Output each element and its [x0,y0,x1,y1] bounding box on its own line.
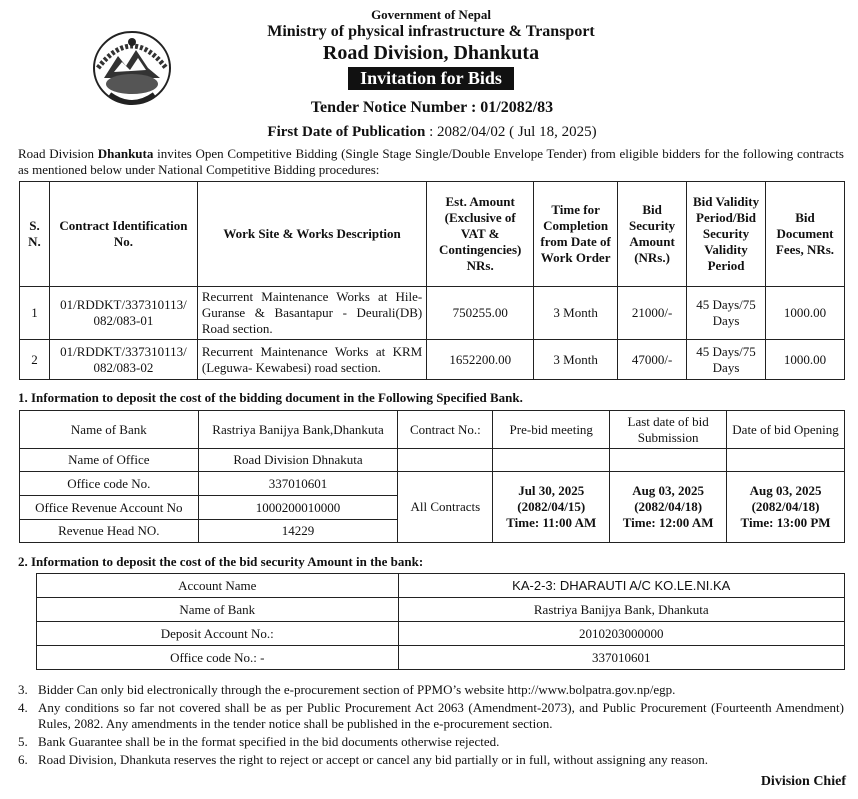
prebid-meeting-cell [493,472,610,543]
empty-cell [610,449,727,472]
label-bank-name: Name of Bank [37,598,399,622]
cell-description: Recurrent Maintenance Works at KRM (Leguwa- Kewabesi) road section. [197,340,426,380]
prebid-date: Jul 30, 2025 [518,483,585,498]
notice-header [0,8,858,141]
government-title: Government of Nepal [371,7,491,22]
security-row [37,598,845,622]
header-completion-time: Time for Completion from Date of Work Order [534,182,618,287]
value-account-name: KA-2-3: DHARAUTI A/C KO.LE.NI.KA [398,574,844,598]
publication-date [6,123,858,141]
publication-date-value: : 2082/04/02 ( Jul 18, 2025) [429,124,597,140]
note-text: Bidder Can only bid electronically through the e-procurement section of PPMO’s website http://www.bolpatra.gov.np/egp. [38,682,676,697]
value-bank-name: Rastriya Banijya Bank, Dhankuta [398,598,844,622]
opening-date: Aug 03, 2025 [749,483,822,498]
cell-bid-security: 47000/- [618,340,687,380]
header-contract-id: Contract Identification No. [49,182,197,287]
cell-document-fees: 1000.00 [766,340,845,380]
label-office-code: Office code No.: - [37,646,399,670]
value-office-code: 337010601 [398,646,844,670]
intro-paragraph [18,146,844,178]
opening-time: Time: 13:00 PM [740,515,831,530]
list-item [18,700,844,732]
label-prebid-meeting: Pre-bid meeting [493,411,610,449]
cell-completion-time: 3 Month [534,340,618,380]
tender-number [6,99,858,117]
intro-text-end: invites Open Competitive Bidding (Single Stage Single/Double Envelope Tender) from eligible bidders for the following contracts as mentioned below under National Competitive Bidding procedures: [18,146,844,177]
notes-list [18,682,844,770]
cell-document-fees: 1000.00 [766,287,845,340]
value-revenue-head: 14229 [198,520,398,543]
value-revenue-account: 1000200010000 [198,496,398,520]
security-row [37,646,845,670]
empty-cell [727,449,845,472]
list-item [18,734,844,750]
label-revenue-head: Revenue Head NO. [20,520,199,543]
note-number: 5. [18,734,28,749]
header-bid-validity: Bid Validity Period/Bid Security Validity Period [687,182,766,287]
cell-sn: 1 [20,287,50,340]
label-office-name: Name of Office [20,449,199,472]
prebid-nepali-date: (2082/04/15) [517,499,586,514]
header-bid-security: Bid Security Amount (NRs.) [618,182,687,287]
cell-sn: 2 [20,340,50,380]
note-text: Any conditions so far not covered shall be as per Public Procurement Act 2063 (Amendment-2073), and Public Procurement (Fourteenth Amendment) Rules, 2082. Any amendments in the tender notice shall be published in the e-procurement section. [38,700,844,731]
section2-title: 2. Information to deposit the cost of the bid security Amount in the bank: [18,554,424,569]
empty-cell [493,449,610,472]
submission-nepali-date: (2082/04/18) [634,499,703,514]
list-item [18,752,844,768]
cell-contract-id: 01/RDDKT/337310113/ 082/083-01 [49,287,197,340]
note-number: 4. [18,700,28,715]
table-row [20,287,845,340]
cell-bid-security: 21000/- [618,287,687,340]
header-document-fees: Bid Document Fees, NRs. [766,182,845,287]
submission-date: Aug 03, 2025 [632,483,705,498]
cell-est-amount: 750255.00 [427,287,534,340]
intro-text-bold: Dhankuta [97,146,154,161]
security-row [37,574,845,598]
header-est-amount: Est. Amount (Exclusive of VAT & Contingencies) NRs. [427,182,534,287]
header-work-description: Work Site & Works Description [197,182,426,287]
label-office-code: Office code No. [20,472,199,496]
signature-division-chief: Division Chief [760,774,846,789]
publication-date-label: First Date of Publication [267,124,426,140]
label-last-submission: Last date of bid Submission [610,411,727,449]
bank-row [20,411,845,449]
label-bid-opening: Date of bid Opening [727,411,845,449]
bid-security-table [36,573,845,670]
label-account-name: Account Name [37,574,399,598]
value-office-name: Road Division Dhnakuta [198,449,398,472]
note-text: Road Division, Dhankuta reserves the right to reject or accept or cancel any bid partially or in full, without assigning any reason. [38,752,709,767]
cell-est-amount: 1652200.00 [427,340,534,380]
cell-bid-validity: 45 Days/75 Days [687,340,766,380]
label-contract-no: Contract No.: [398,411,493,449]
bank-row [20,449,845,472]
security-row [37,622,845,646]
label-revenue-account: Office Revenue Account No [20,496,199,520]
intro-text-start: Road Division [18,146,98,161]
bank-details-table [19,410,845,543]
cell-contract-id: 01/RDDKT/337310113/ 082/083-02 [49,340,197,380]
header-sn: S. N. [20,182,50,287]
all-contracts-cell: All Contracts [398,472,493,543]
prebid-time: Time: 11:00 AM [506,515,597,530]
list-item [18,682,844,698]
note-text: Bank Guarantee shall be in the format specified in the bid documents otherwise rejected. [38,734,500,749]
value-office-code: 337010601 [198,472,398,496]
value-name-of-bank: Rastriya Banijya Bank,Dhankuta [198,411,398,449]
label-name-of-bank: Name of Bank [20,411,199,449]
value-deposit-account: 2010203000000 [398,622,844,646]
note-number: 3. [18,682,28,697]
ministry-title: Ministry of physical infrastructure & Transport [267,23,595,40]
table-row [20,340,845,380]
tender-number-value: : 01/2082/83 [470,99,554,116]
bank-row [20,472,845,496]
submission-time: Time: 12:00 AM [622,515,714,530]
invitation-banner: Invitation for Bids [348,67,514,90]
empty-cell [398,449,493,472]
section1-title: 1. Information to deposit the cost of the bidding document in the Following Specified Bank. [18,390,523,405]
cell-bid-validity: 45 Days/75 Days [687,287,766,340]
note-number: 6. [18,752,28,767]
opening-nepali-date: (2082/04/18) [751,499,820,514]
division-title: Road Division, Dhankuta [322,42,540,64]
table-header-row [20,182,845,287]
contracts-table [19,181,845,380]
cell-description: Recurrent Maintenance Works at Hile-Guranse & Basantapur - Deurali(DB) Road section. [197,287,426,340]
label-deposit-account: Deposit Account No.: [37,622,399,646]
opening-cell [727,472,845,543]
cell-completion-time: 3 Month [534,287,618,340]
submission-cell [610,472,727,543]
tender-number-label: Tender Notice Number [310,99,467,116]
